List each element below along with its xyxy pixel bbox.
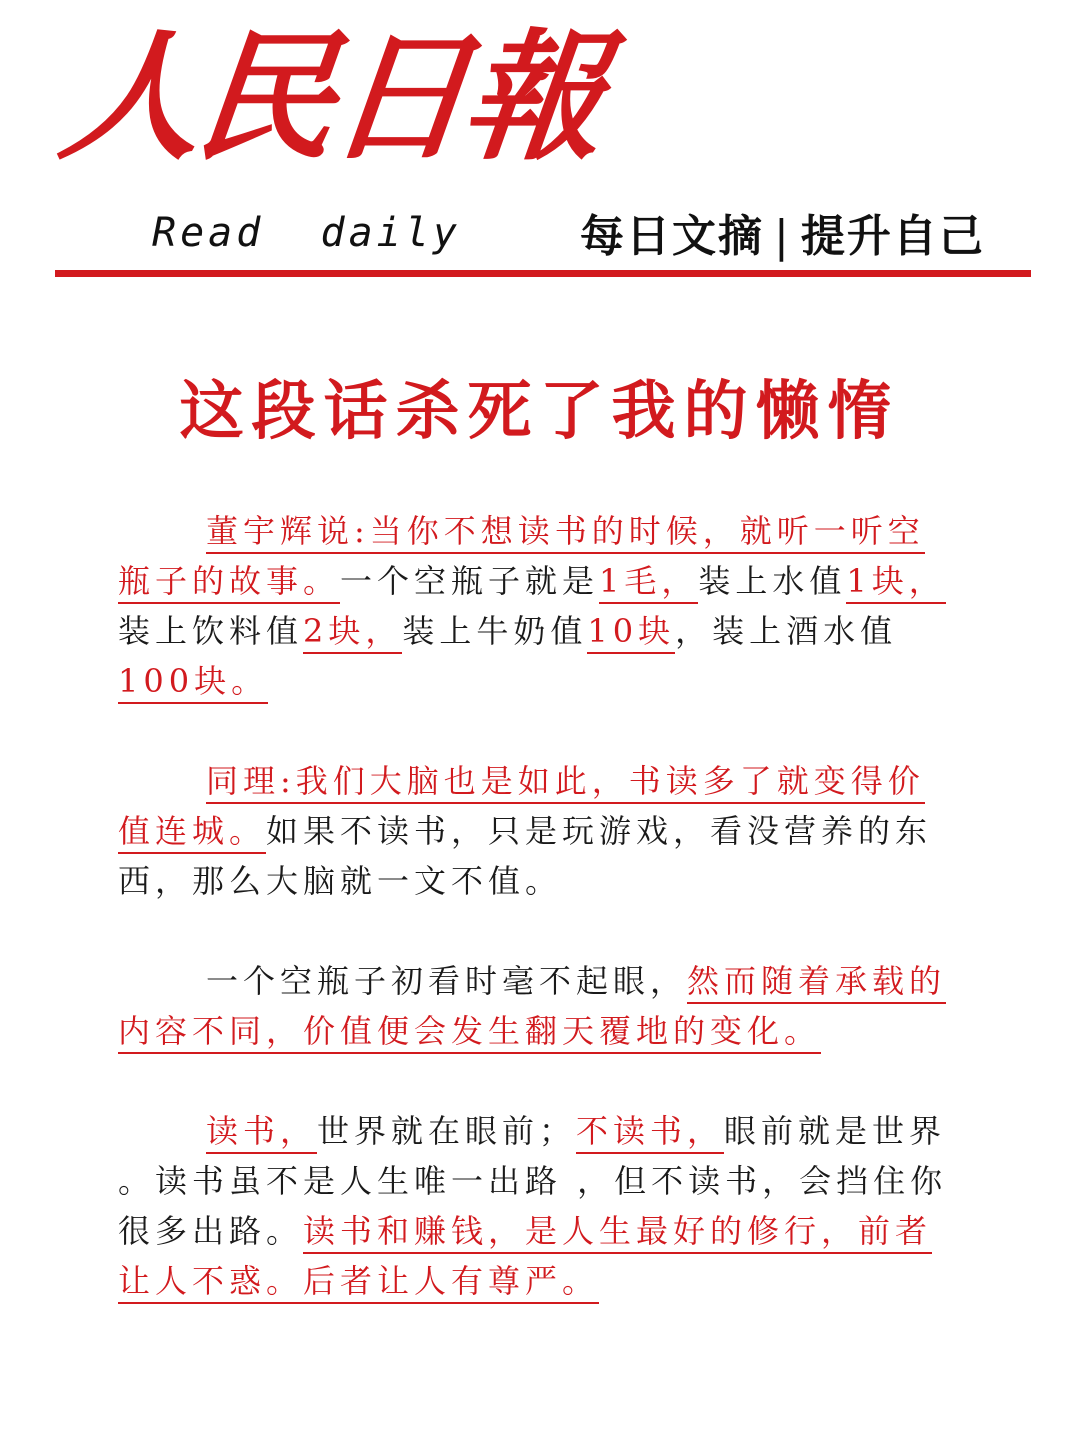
body-text: ，装上酒水值 xyxy=(675,612,898,650)
paragraph-1 xyxy=(118,506,948,706)
tagline-separator: | xyxy=(774,211,791,262)
highlighted-text: 同理:我们大脑也是如此，书读多了就变得价值连城。 xyxy=(118,762,925,854)
body-text: 眼前就是世界 。读书虽不是人生唯一出路 ，但不读书，会挡住你很多出路。 xyxy=(118,1112,948,1250)
body-text: 世界就在眼前； xyxy=(317,1112,577,1150)
highlighted-text: 读书和赚钱，是人生最好的修行，前者让人不惑。后者让人有尊严。 xyxy=(118,1212,932,1304)
highlighted-text: 然而随着承载的内容不同，价值便会发生翻天覆地的变化。 xyxy=(118,962,946,1054)
paragraph-4 xyxy=(118,1106,948,1306)
highlighted-text: 董宇辉说:当你不想读书的时候，就听一听空瓶子的故事。 xyxy=(118,512,925,604)
read-daily-subtitle: Read daily xyxy=(152,210,461,256)
tagline-left: 每日文摘 xyxy=(580,211,764,262)
highlighted-text: 1块， xyxy=(846,562,945,604)
masthead-logo: 人民日報 xyxy=(53,16,607,180)
paragraph-2 xyxy=(118,756,948,906)
body-text: 如果不读书，只是玩游戏，看没营养的东西，那么大脑就一文不值。 xyxy=(118,812,933,900)
paragraph-3 xyxy=(118,956,948,1056)
highlighted-text: 10块 xyxy=(587,612,675,654)
body-text: 装上饮料值 xyxy=(118,612,304,650)
highlighted-text: 1毛， xyxy=(599,562,698,604)
tagline xyxy=(580,200,985,264)
article-body xyxy=(118,506,948,1356)
body-text: 装上牛奶值 xyxy=(402,612,588,650)
highlighted-text: 不读书， xyxy=(576,1112,724,1154)
highlighted-text: 读书， xyxy=(206,1112,317,1154)
tagline-right: 提升自己 xyxy=(800,211,985,262)
header-divider xyxy=(55,270,1031,277)
body-text: 一个空瓶子初看时毫不起眼， xyxy=(206,962,688,1000)
body-text: 一个空瓶子就是 xyxy=(340,562,600,600)
body-text: 装上水值 xyxy=(698,562,847,600)
article-title: 这段话杀死了我的懒惰 xyxy=(179,375,900,449)
highlighted-text: 2块， xyxy=(303,612,402,654)
highlighted-text: 100块。 xyxy=(118,662,268,704)
